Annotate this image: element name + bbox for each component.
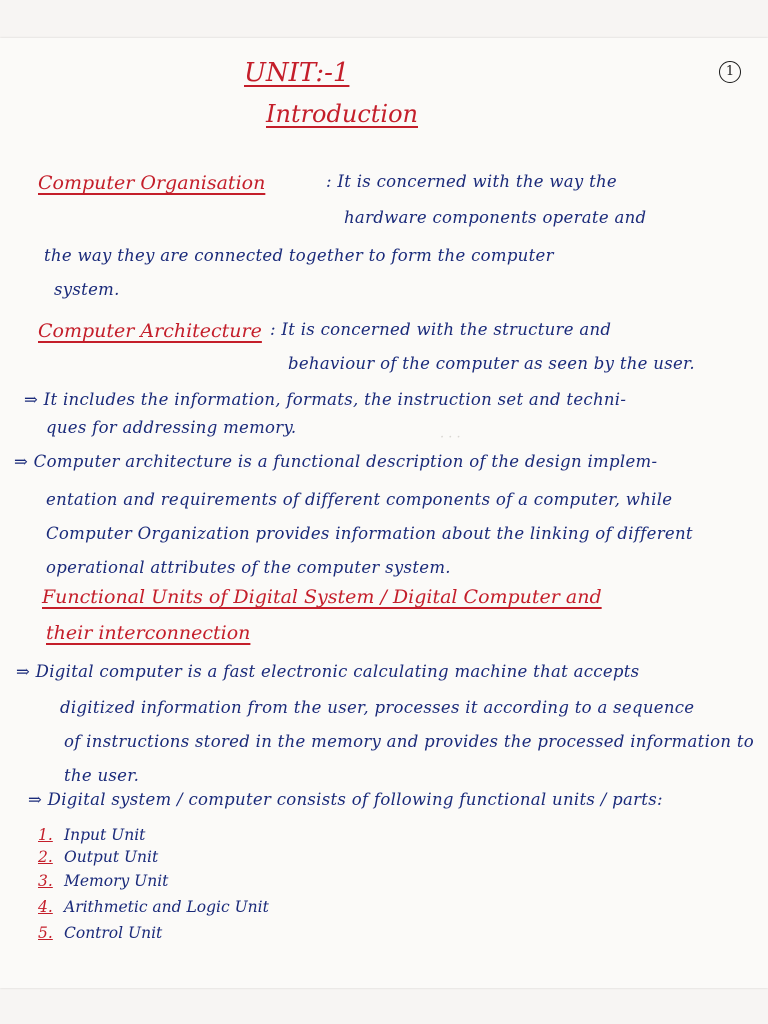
bleed-through-text: · · · (440, 430, 461, 445)
functional-units-heading-1: Functional Units of Digital System / Digital Computer and (42, 586, 602, 608)
unit-list-label: Memory Unit (64, 872, 169, 890)
org-line-1: : It is concerned with the way the (326, 172, 617, 191)
unit-list-number: 4. (38, 898, 53, 916)
org-line-3: the way they are connected together to form the computer (44, 246, 554, 265)
arch-point2-line-4: operational attributes of the computer system. (46, 558, 451, 577)
arch-line-2: behaviour of the computer as seen by the user. (288, 354, 695, 373)
unit-list-label: Control Unit (64, 924, 163, 942)
notebook-page (0, 38, 768, 988)
func-para-line-3: of instructions stored in the memory and provides the processed information to (64, 732, 755, 751)
unit-list-item (38, 898, 269, 916)
arch-point2-line-2: entation and requirements of different components of a computer, while (46, 490, 673, 509)
unit-list-item (38, 848, 158, 866)
unit-subtitle: Introduction (266, 100, 418, 128)
unit-list-label: Input Unit (64, 826, 146, 844)
arch-point2-line-1: ⇒ Computer architecture is a functional description of the design implem- (14, 452, 658, 471)
func-para-line-2: digitized information from the user, processes it according to a sequence (60, 698, 695, 717)
org-line-4: system. (54, 280, 120, 299)
unit-list-item (38, 924, 162, 942)
term-computer-architecture: Computer Architecture (38, 320, 262, 342)
unit-list-item (38, 826, 145, 844)
functional-units-heading-2: their interconnection (46, 622, 251, 644)
unit-list-number: 2. (38, 848, 53, 866)
func-units-intro: ⇒ Digital system / computer consists of following functional units / parts: (28, 790, 663, 809)
page-number: 1 (719, 61, 741, 83)
arch-line-1: : It is concerned with the structure and (270, 320, 612, 339)
arch-point1-line-1: ⇒ It includes the information, formats, the instruction set and techni- (24, 390, 627, 409)
arch-point1-line-2: ques for addressing memory. (46, 418, 297, 437)
unit-list-number: 5. (38, 924, 53, 942)
unit-list-number: 3. (38, 872, 53, 890)
unit-list-label: Output Unit (64, 848, 159, 866)
unit-list-item (38, 872, 168, 890)
arch-point2-line-3: Computer Organization provides information about the linking of different (46, 524, 693, 543)
term-computer-organisation: Computer Organisation (38, 172, 266, 194)
unit-title: UNIT:-1 (244, 58, 350, 88)
org-line-2: hardware components operate and (344, 208, 647, 227)
unit-list-label: Arithmetic and Logic Unit (64, 898, 269, 916)
func-para-line-4: the user. (64, 766, 140, 785)
unit-list-number: 1. (38, 826, 53, 844)
func-para-line-1: ⇒ Digital computer is a fast electronic calculating machine that accepts (16, 662, 640, 681)
